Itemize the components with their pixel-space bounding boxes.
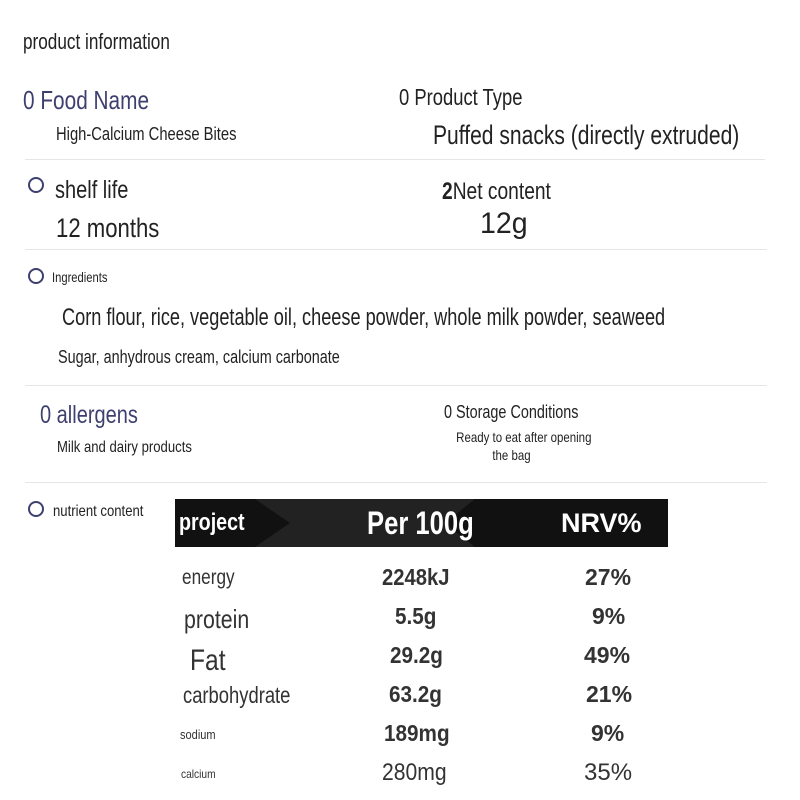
- ingredients-line-2: Sugar, anhydrous cream, calcium carbonate: [58, 347, 340, 367]
- product-type-value: Puffed snacks (directly extruded): [433, 120, 740, 150]
- page-title: product information: [23, 29, 170, 54]
- row-name-fat: Fat: [190, 644, 226, 677]
- net-content-value: 12g: [480, 207, 528, 240]
- storage-value: Ready to eat after opening the bag: [456, 429, 592, 463]
- row-nrv-energy: 27%: [585, 564, 632, 590]
- shelf-life-label: shelf life: [55, 176, 129, 204]
- divider: [25, 385, 767, 386]
- header-per100g: Per 100g: [367, 505, 474, 541]
- row-nrv-carbohydrate: 21%: [586, 681, 633, 707]
- circle-icon: [28, 268, 44, 284]
- net-content-label: 2Net content: [442, 178, 551, 205]
- divider: [25, 249, 767, 250]
- row-nrv-sodium: 9%: [591, 720, 625, 746]
- row-name-sodium: sodium: [180, 727, 216, 742]
- allergens-label: 0 allergens: [40, 401, 138, 429]
- row-value-calcium: 280mg: [382, 759, 447, 786]
- row-nrv-fat: 49%: [584, 642, 631, 668]
- header-nrv: NRV%: [561, 508, 642, 538]
- row-value-protein: 5.5g: [395, 603, 437, 629]
- allergens-value: Milk and dairy products: [57, 439, 192, 456]
- row-name-carbohydrate: carbohydrate: [183, 682, 291, 708]
- food-name-value: High-Calcium Cheese Bites: [56, 124, 237, 144]
- nutrition-table-header: [175, 499, 668, 547]
- row-nrv-calcium: 35%: [584, 759, 633, 786]
- product-type-label: 0 Product Type: [399, 84, 523, 110]
- row-name-calcium: calcium: [181, 767, 216, 781]
- row-value-sodium: 189mg: [384, 720, 450, 746]
- number-badge-icon: 2: [442, 178, 453, 205]
- row-value-fat: 29.2g: [390, 642, 443, 668]
- shelf-life-value: 12 months: [56, 213, 160, 243]
- row-value-carbohydrate: 63.2g: [389, 681, 442, 707]
- row-name-energy: energy: [182, 566, 235, 589]
- header-project: project: [179, 509, 245, 536]
- circle-icon: [28, 177, 44, 193]
- row-name-protein: protein: [184, 604, 250, 634]
- food-name-label: 0 Food Name: [23, 85, 150, 115]
- divider: [25, 159, 765, 160]
- divider: [25, 482, 767, 483]
- ingredients-line-1: Corn flour, rice, vegetable oil, cheese powder, whole milk powder, seaweed: [62, 304, 666, 331]
- storage-label: 0 Storage Conditions: [444, 402, 579, 422]
- row-nrv-protein: 9%: [592, 603, 626, 629]
- nutrient-label: nutrient content: [53, 503, 144, 520]
- ingredients-label: Ingredients: [52, 269, 108, 285]
- circle-icon: [28, 501, 44, 517]
- row-value-energy: 2248kJ: [382, 564, 450, 590]
